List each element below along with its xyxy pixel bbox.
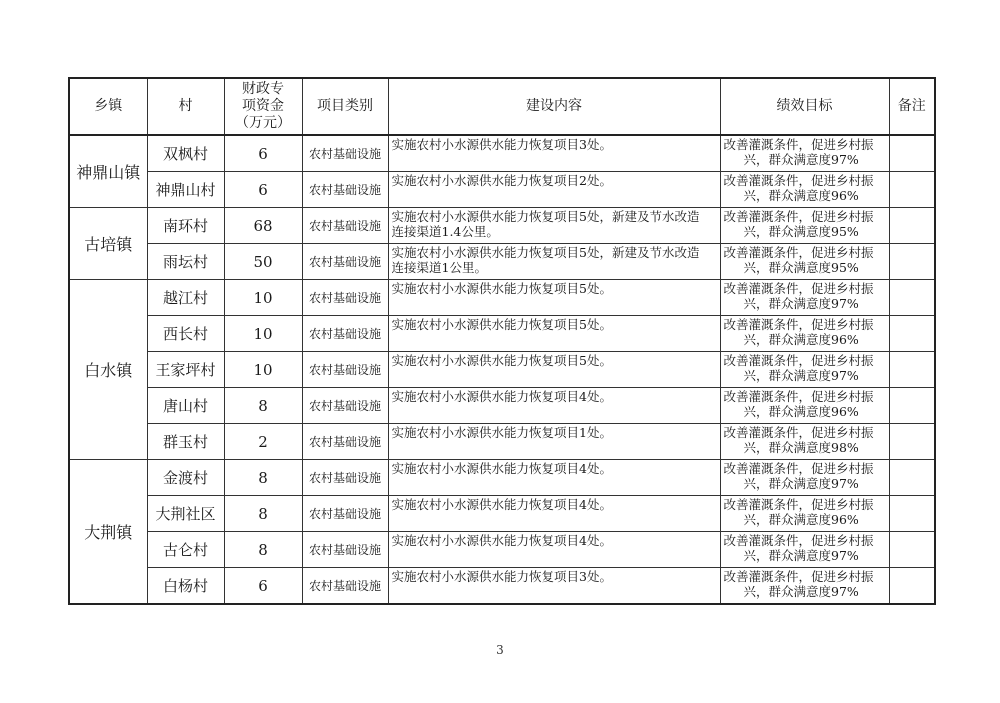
project-table — [68, 77, 936, 605]
performance-line-2: 兴，群众满意度95% — [743, 260, 859, 275]
funds-cell: 68 — [224, 208, 302, 244]
category-cell: 农村基础设施 — [302, 460, 388, 496]
content-cell: 实施农村小水源供水能力恢复项目4处。 — [388, 460, 720, 496]
village-cell: 神鼎山村 — [147, 172, 224, 208]
performance-line-1: 改善灌溉条件，促进乡村振 — [723, 245, 874, 260]
table-row — [69, 316, 935, 352]
performance-line-1: 改善灌溉条件，促进乡村振 — [723, 533, 874, 548]
table-row — [69, 460, 935, 496]
funds-cell: 10 — [224, 352, 302, 388]
funds-cell: 50 — [224, 244, 302, 280]
performance-cell — [720, 496, 889, 532]
content-cell: 实施农村小水源供水能力恢复项目5处。 — [388, 352, 720, 388]
header-category: 项目类别 — [302, 78, 388, 135]
funds-cell: 8 — [224, 532, 302, 568]
table-row — [69, 496, 935, 532]
table-row — [69, 280, 935, 316]
village-cell: 王家坪村 — [147, 352, 224, 388]
performance-line-1: 改善灌溉条件，促进乡村振 — [723, 209, 874, 224]
table-row — [69, 244, 935, 280]
performance-line-1: 改善灌溉条件，促进乡村振 — [723, 173, 874, 188]
performance-cell — [720, 316, 889, 352]
funds-cell: 8 — [224, 496, 302, 532]
village-cell: 南环村 — [147, 208, 224, 244]
performance-line-1: 改善灌溉条件，促进乡村振 — [723, 137, 874, 152]
header-row — [69, 78, 935, 135]
performance-line-1: 改善灌溉条件，促进乡村振 — [723, 425, 874, 440]
remark-cell — [889, 208, 935, 244]
content-cell: 实施农村小水源供水能力恢复项目5处。 — [388, 280, 720, 316]
performance-line-2: 兴，群众满意度96% — [743, 188, 859, 203]
content-cell: 实施农村小水源供水能力恢复项目3处。 — [388, 135, 720, 172]
performance-line-2: 兴，群众满意度96% — [743, 512, 859, 527]
performance-cell — [720, 388, 889, 424]
table-row — [69, 135, 935, 172]
performance-line-1: 改善灌溉条件，促进乡村振 — [723, 569, 874, 584]
remark-cell — [889, 244, 935, 280]
content-cell: 实施农村小水源供水能力恢复项目3处。 — [388, 568, 720, 605]
village-cell: 双枫村 — [147, 135, 224, 172]
performance-line-1: 改善灌溉条件，促进乡村振 — [723, 389, 874, 404]
category-cell: 农村基础设施 — [302, 135, 388, 172]
performance-cell — [720, 172, 889, 208]
performance-cell — [720, 424, 889, 460]
village-cell: 越江村 — [147, 280, 224, 316]
performance-cell — [720, 352, 889, 388]
category-cell: 农村基础设施 — [302, 172, 388, 208]
remark-cell — [889, 388, 935, 424]
performance-cell — [720, 280, 889, 316]
funds-cell: 8 — [224, 388, 302, 424]
table-row — [69, 208, 935, 244]
performance-cell — [720, 244, 889, 280]
remark-cell — [889, 460, 935, 496]
performance-line-1: 改善灌溉条件，促进乡村振 — [723, 497, 874, 512]
header-village: 村 — [147, 78, 224, 135]
table-row — [69, 388, 935, 424]
category-cell: 农村基础设施 — [302, 496, 388, 532]
header-town: 乡镇 — [69, 78, 147, 135]
performance-line-1: 改善灌溉条件，促进乡村振 — [723, 461, 874, 476]
remark-cell — [889, 424, 935, 460]
category-cell: 农村基础设施 — [302, 316, 388, 352]
performance-cell — [720, 532, 889, 568]
category-cell: 农村基础设施 — [302, 208, 388, 244]
funds-cell: 10 — [224, 316, 302, 352]
village-cell: 大荆社区 — [147, 496, 224, 532]
funds-cell: 6 — [224, 135, 302, 172]
content-cell: 实施农村小水源供水能力恢复项目2处。 — [388, 172, 720, 208]
funds-cell: 8 — [224, 460, 302, 496]
village-cell: 唐山村 — [147, 388, 224, 424]
category-cell: 农村基础设施 — [302, 388, 388, 424]
content-cell: 实施农村小水源供水能力恢复项目5处，新建及节水改造 连接渠道1.4公里。 — [388, 208, 720, 244]
town-cell: 大荆镇 — [69, 460, 147, 605]
category-cell: 农村基础设施 — [302, 280, 388, 316]
village-cell: 群玉村 — [147, 424, 224, 460]
village-cell: 白杨村 — [147, 568, 224, 605]
village-cell: 古仑村 — [147, 532, 224, 568]
header-remark: 备注 — [889, 78, 935, 135]
remark-cell — [889, 316, 935, 352]
table-row — [69, 568, 935, 605]
performance-line-2: 兴，群众满意度97% — [743, 368, 859, 383]
category-cell: 农村基础设施 — [302, 568, 388, 605]
page-number: 3 — [496, 643, 504, 657]
category-cell: 农村基础设施 — [302, 424, 388, 460]
village-cell: 金渡村 — [147, 460, 224, 496]
content-cell: 实施农村小水源供水能力恢复项目4处。 — [388, 496, 720, 532]
performance-line-2: 兴，群众满意度97% — [743, 152, 859, 167]
remark-cell — [889, 172, 935, 208]
performance-line-1: 改善灌溉条件，促进乡村振 — [723, 281, 874, 296]
funds-cell: 6 — [224, 172, 302, 208]
funds-cell: 10 — [224, 280, 302, 316]
performance-line-2: 兴，群众满意度98% — [743, 440, 859, 455]
performance-line-2: 兴，群众满意度95% — [743, 224, 859, 239]
header-funds: 财政专 项资金 （万元） — [224, 78, 302, 135]
table-row — [69, 172, 935, 208]
remark-cell — [889, 280, 935, 316]
performance-line-1: 改善灌溉条件，促进乡村振 — [723, 317, 874, 332]
village-cell: 西长村 — [147, 316, 224, 352]
performance-cell — [720, 208, 889, 244]
remark-cell — [889, 135, 935, 172]
performance-cell — [720, 460, 889, 496]
category-cell: 农村基础设施 — [302, 532, 388, 568]
performance-cell — [720, 135, 889, 172]
town-cell: 白水镇 — [69, 280, 147, 460]
performance-line-2: 兴，群众满意度96% — [743, 332, 859, 347]
performance-line-1: 改善灌溉条件，促进乡村振 — [723, 353, 874, 368]
funds-cell: 2 — [224, 424, 302, 460]
town-cell: 古培镇 — [69, 208, 147, 280]
header-performance: 绩效目标 — [720, 78, 889, 135]
performance-line-2: 兴，群众满意度97% — [743, 548, 859, 563]
content-cell: 实施农村小水源供水能力恢复项目4处。 — [388, 532, 720, 568]
table-row — [69, 352, 935, 388]
town-cell: 神鼎山镇 — [69, 135, 147, 208]
content-cell: 实施农村小水源供水能力恢复项目4处。 — [388, 388, 720, 424]
table-row — [69, 424, 935, 460]
performance-cell — [720, 568, 889, 605]
performance-line-2: 兴，群众满意度97% — [743, 476, 859, 491]
village-cell: 雨坛村 — [147, 244, 224, 280]
remark-cell — [889, 352, 935, 388]
header-content: 建设内容 — [388, 78, 720, 135]
performance-line-2: 兴，群众满意度97% — [743, 296, 859, 311]
content-cell: 实施农村小水源供水能力恢复项目5处。 — [388, 316, 720, 352]
category-cell: 农村基础设施 — [302, 352, 388, 388]
remark-cell — [889, 568, 935, 605]
performance-line-2: 兴，群众满意度96% — [743, 404, 859, 419]
table-row — [69, 532, 935, 568]
content-cell: 实施农村小水源供水能力恢复项目1处。 — [388, 424, 720, 460]
category-cell: 农村基础设施 — [302, 244, 388, 280]
remark-cell — [889, 532, 935, 568]
performance-line-2: 兴，群众满意度97% — [743, 584, 859, 599]
remark-cell — [889, 496, 935, 532]
table-body — [69, 135, 935, 604]
content-cell: 实施农村小水源供水能力恢复项目5处，新建及节水改造 连接渠道1公里。 — [388, 244, 720, 280]
funds-cell: 6 — [224, 568, 302, 605]
